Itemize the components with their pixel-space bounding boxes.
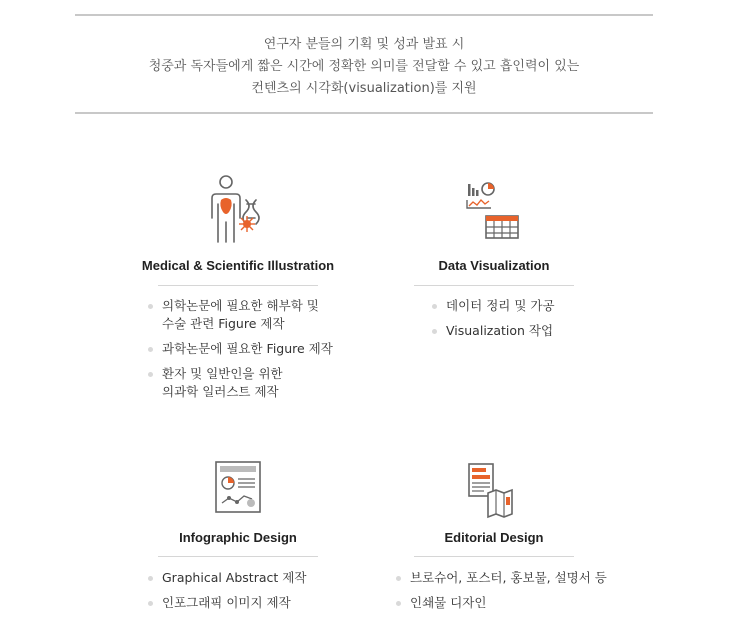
intro-line: 청중과 독자들에게 짧은 시간에 정확한 의미를 전달할 수 있고 흡인력이 있는 (148, 59, 580, 74)
service-card-infographic (118, 455, 358, 635)
chart-table-icon (462, 178, 526, 242)
service-divider (414, 285, 574, 286)
list-item: 인쇄물 디자인 (396, 594, 607, 612)
list-item: 브로슈어, 포스터, 홍보물, 설명서 등 (396, 569, 607, 587)
service-divider (158, 556, 318, 557)
service-list (432, 297, 555, 347)
list-item: 환자 및 일반인을 위한 의과학 일러스트 제작 (148, 365, 333, 401)
service-title: Editorial Design (444, 530, 544, 545)
intro-text (75, 34, 653, 100)
infographic-document-icon (213, 459, 263, 515)
service-title: Data Visualization (438, 258, 550, 273)
intro-bottom-rule (75, 112, 653, 114)
service-title: Infographic Design (179, 530, 297, 545)
list-item: 의학논문에 필요한 해부학 및 수술 관련 Figure 제작 (148, 297, 333, 333)
list-item: Visualization 작업 (432, 322, 555, 340)
service-divider (158, 285, 318, 286)
service-list (396, 569, 607, 619)
list-item: 인포그래픽 이미지 제작 (148, 594, 306, 612)
list-item: 데이터 정리 및 가공 (432, 297, 555, 315)
service-card-editorial (374, 455, 614, 635)
list-item: Graphical Abstract 제작 (148, 569, 306, 587)
intro-line: 연구자 분들의 기획 및 성과 발표 시 (263, 37, 465, 52)
service-divider (414, 556, 574, 557)
intro-line: 컨텐츠의 시각화(visualization)를 지원 (251, 81, 477, 96)
service-list (148, 569, 306, 619)
brochure-icon (464, 459, 524, 519)
anatomy-dna-icon (206, 174, 270, 246)
service-title: Medical & Scientific Illustration (141, 258, 335, 273)
service-list (148, 297, 333, 408)
list-item: 과학논문에 필요한 Figure 제작 (148, 340, 333, 358)
service-card-medical (118, 170, 358, 410)
service-card-data-visualization (374, 170, 614, 370)
top-rule (75, 14, 653, 16)
